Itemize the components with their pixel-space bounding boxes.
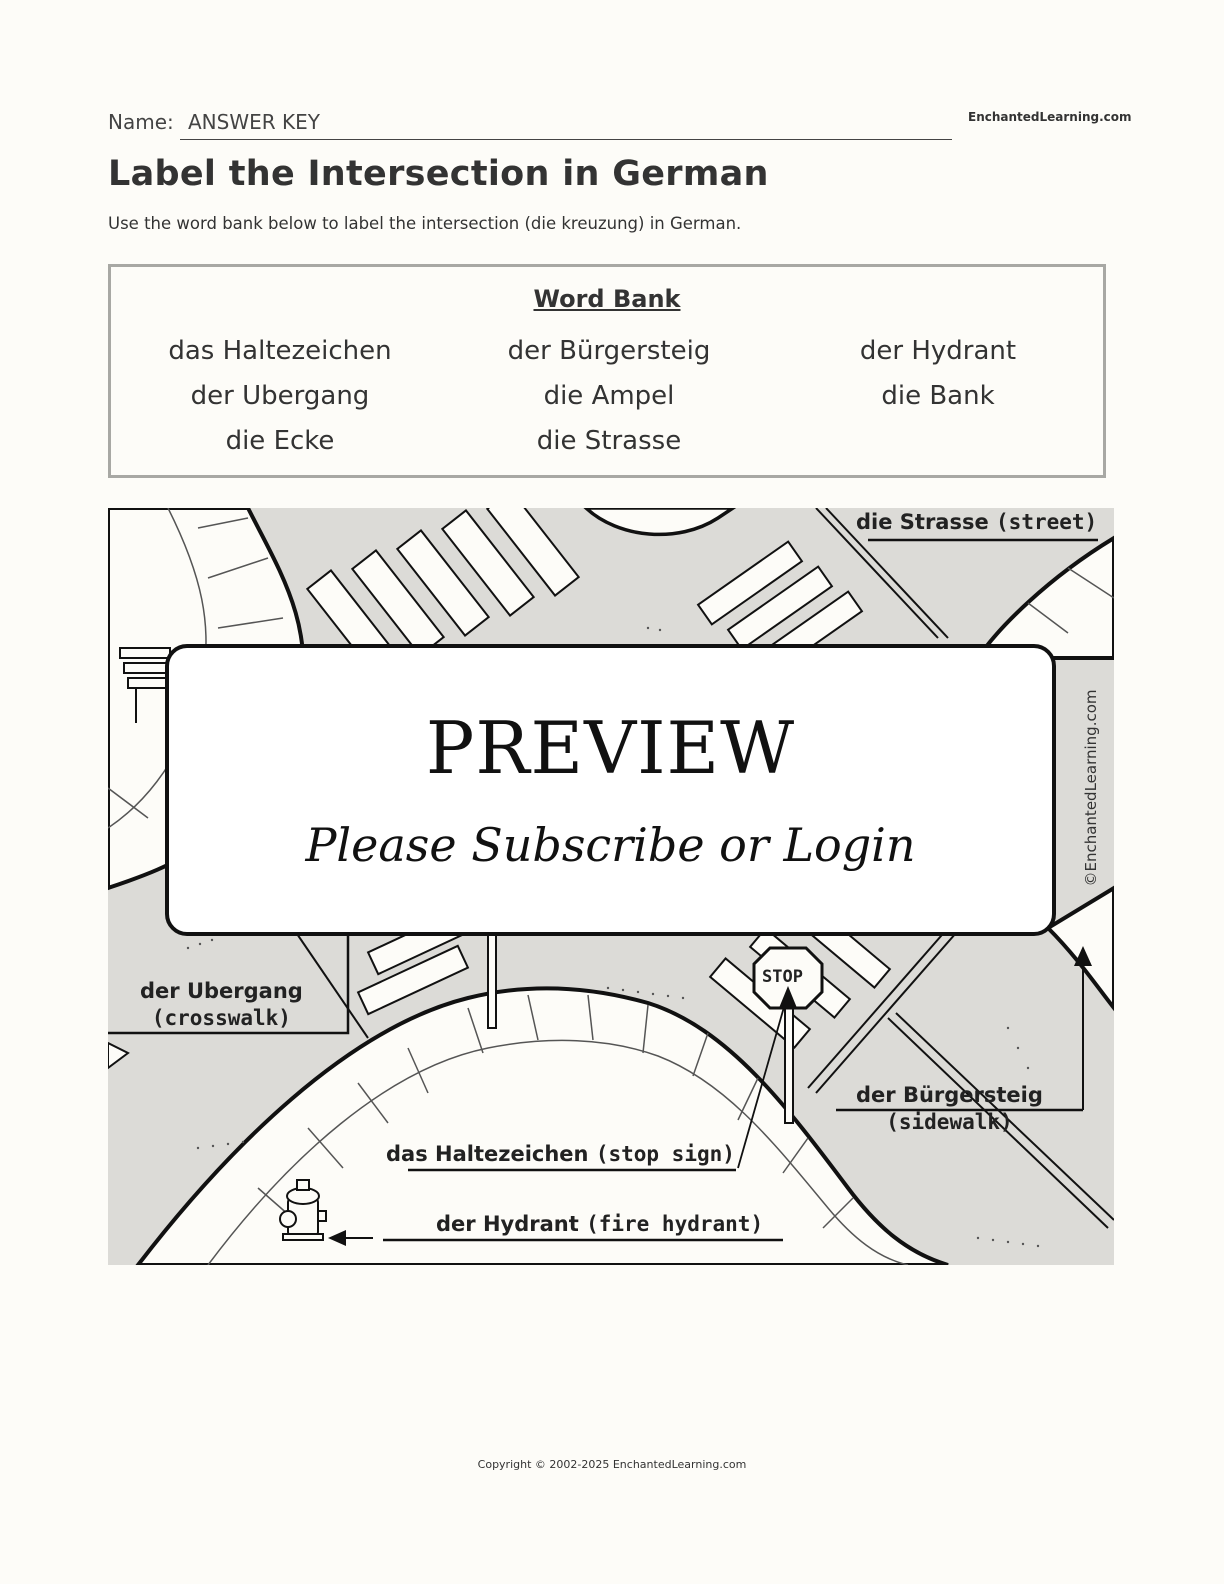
label-buergersteig	[856, 1082, 1043, 1136]
word-bank-item: der Hydrant	[859, 336, 1017, 366]
word-bank-column	[115, 329, 445, 464]
sidewalk-top-right	[978, 538, 1114, 658]
stop-sign-text: STOP	[762, 967, 803, 987]
copyright: Copyright © 2002-2025 EnchantedLearning.com	[477, 1458, 747, 1471]
page-title: Label the Intersection in German	[108, 154, 769, 194]
label-buergersteig-de: der Bürgersteig	[856, 1083, 1043, 1107]
word-bank-item: das Haltezeichen	[168, 336, 392, 366]
label-strasse-de: die Strasse	[856, 510, 989, 534]
subscribe-login-prompt[interactable]: Please Subscribe or Login	[305, 818, 916, 872]
word-bank-item: der Ubergang	[190, 381, 370, 411]
word-bank-item: der Bürgersteig	[507, 336, 711, 366]
name-row	[108, 108, 952, 140]
label-ubergang	[140, 978, 303, 1032]
preview-title: PREVIEW	[425, 706, 796, 790]
label-buergersteig-en: (sidewalk)	[886, 1110, 1013, 1134]
name-label: Name:	[108, 110, 174, 134]
label-haltezeichen-en: (stop sign)	[595, 1142, 735, 1166]
word-bank-item: die Bank	[881, 381, 995, 411]
instructions: Use the word bank below to label the intersection (die kreuzung) in German.	[108, 214, 742, 233]
curb-top	[586, 508, 733, 534]
label-haltezeichen	[386, 1142, 735, 1166]
preview-overlay[interactable]	[165, 644, 1056, 936]
name-value: ANSWER KEY	[188, 110, 320, 134]
label-hydrant-de: der Hydrant	[436, 1212, 579, 1236]
label-strasse-en: (street)	[996, 510, 1098, 534]
site-name: EnchantedLearning.com	[968, 110, 1132, 124]
label-strasse	[856, 510, 1097, 534]
label-ubergang-de: der Ubergang	[140, 979, 303, 1003]
watermark	[1080, 678, 1102, 898]
label-hydrant-en: (fire hydrant)	[586, 1212, 764, 1236]
word-bank-column	[444, 329, 774, 464]
word-bank-item: die Ampel	[543, 381, 675, 411]
sidewalk-right	[1048, 888, 1114, 1008]
name-line	[180, 139, 952, 140]
label-ubergang-en: (crosswalk)	[151, 1006, 291, 1030]
label-haltezeichen-de: das Haltezeichen	[386, 1142, 589, 1166]
label-hydrant	[436, 1212, 763, 1236]
word-bank-item: die Ecke	[225, 426, 335, 456]
watermark-text: ©EnchantedLearning.com	[1082, 689, 1100, 887]
word-bank-column	[773, 329, 1103, 419]
word-bank-title: Word Bank	[533, 285, 681, 313]
word-bank	[108, 264, 1106, 478]
word-bank-item: die Strasse	[536, 426, 682, 456]
